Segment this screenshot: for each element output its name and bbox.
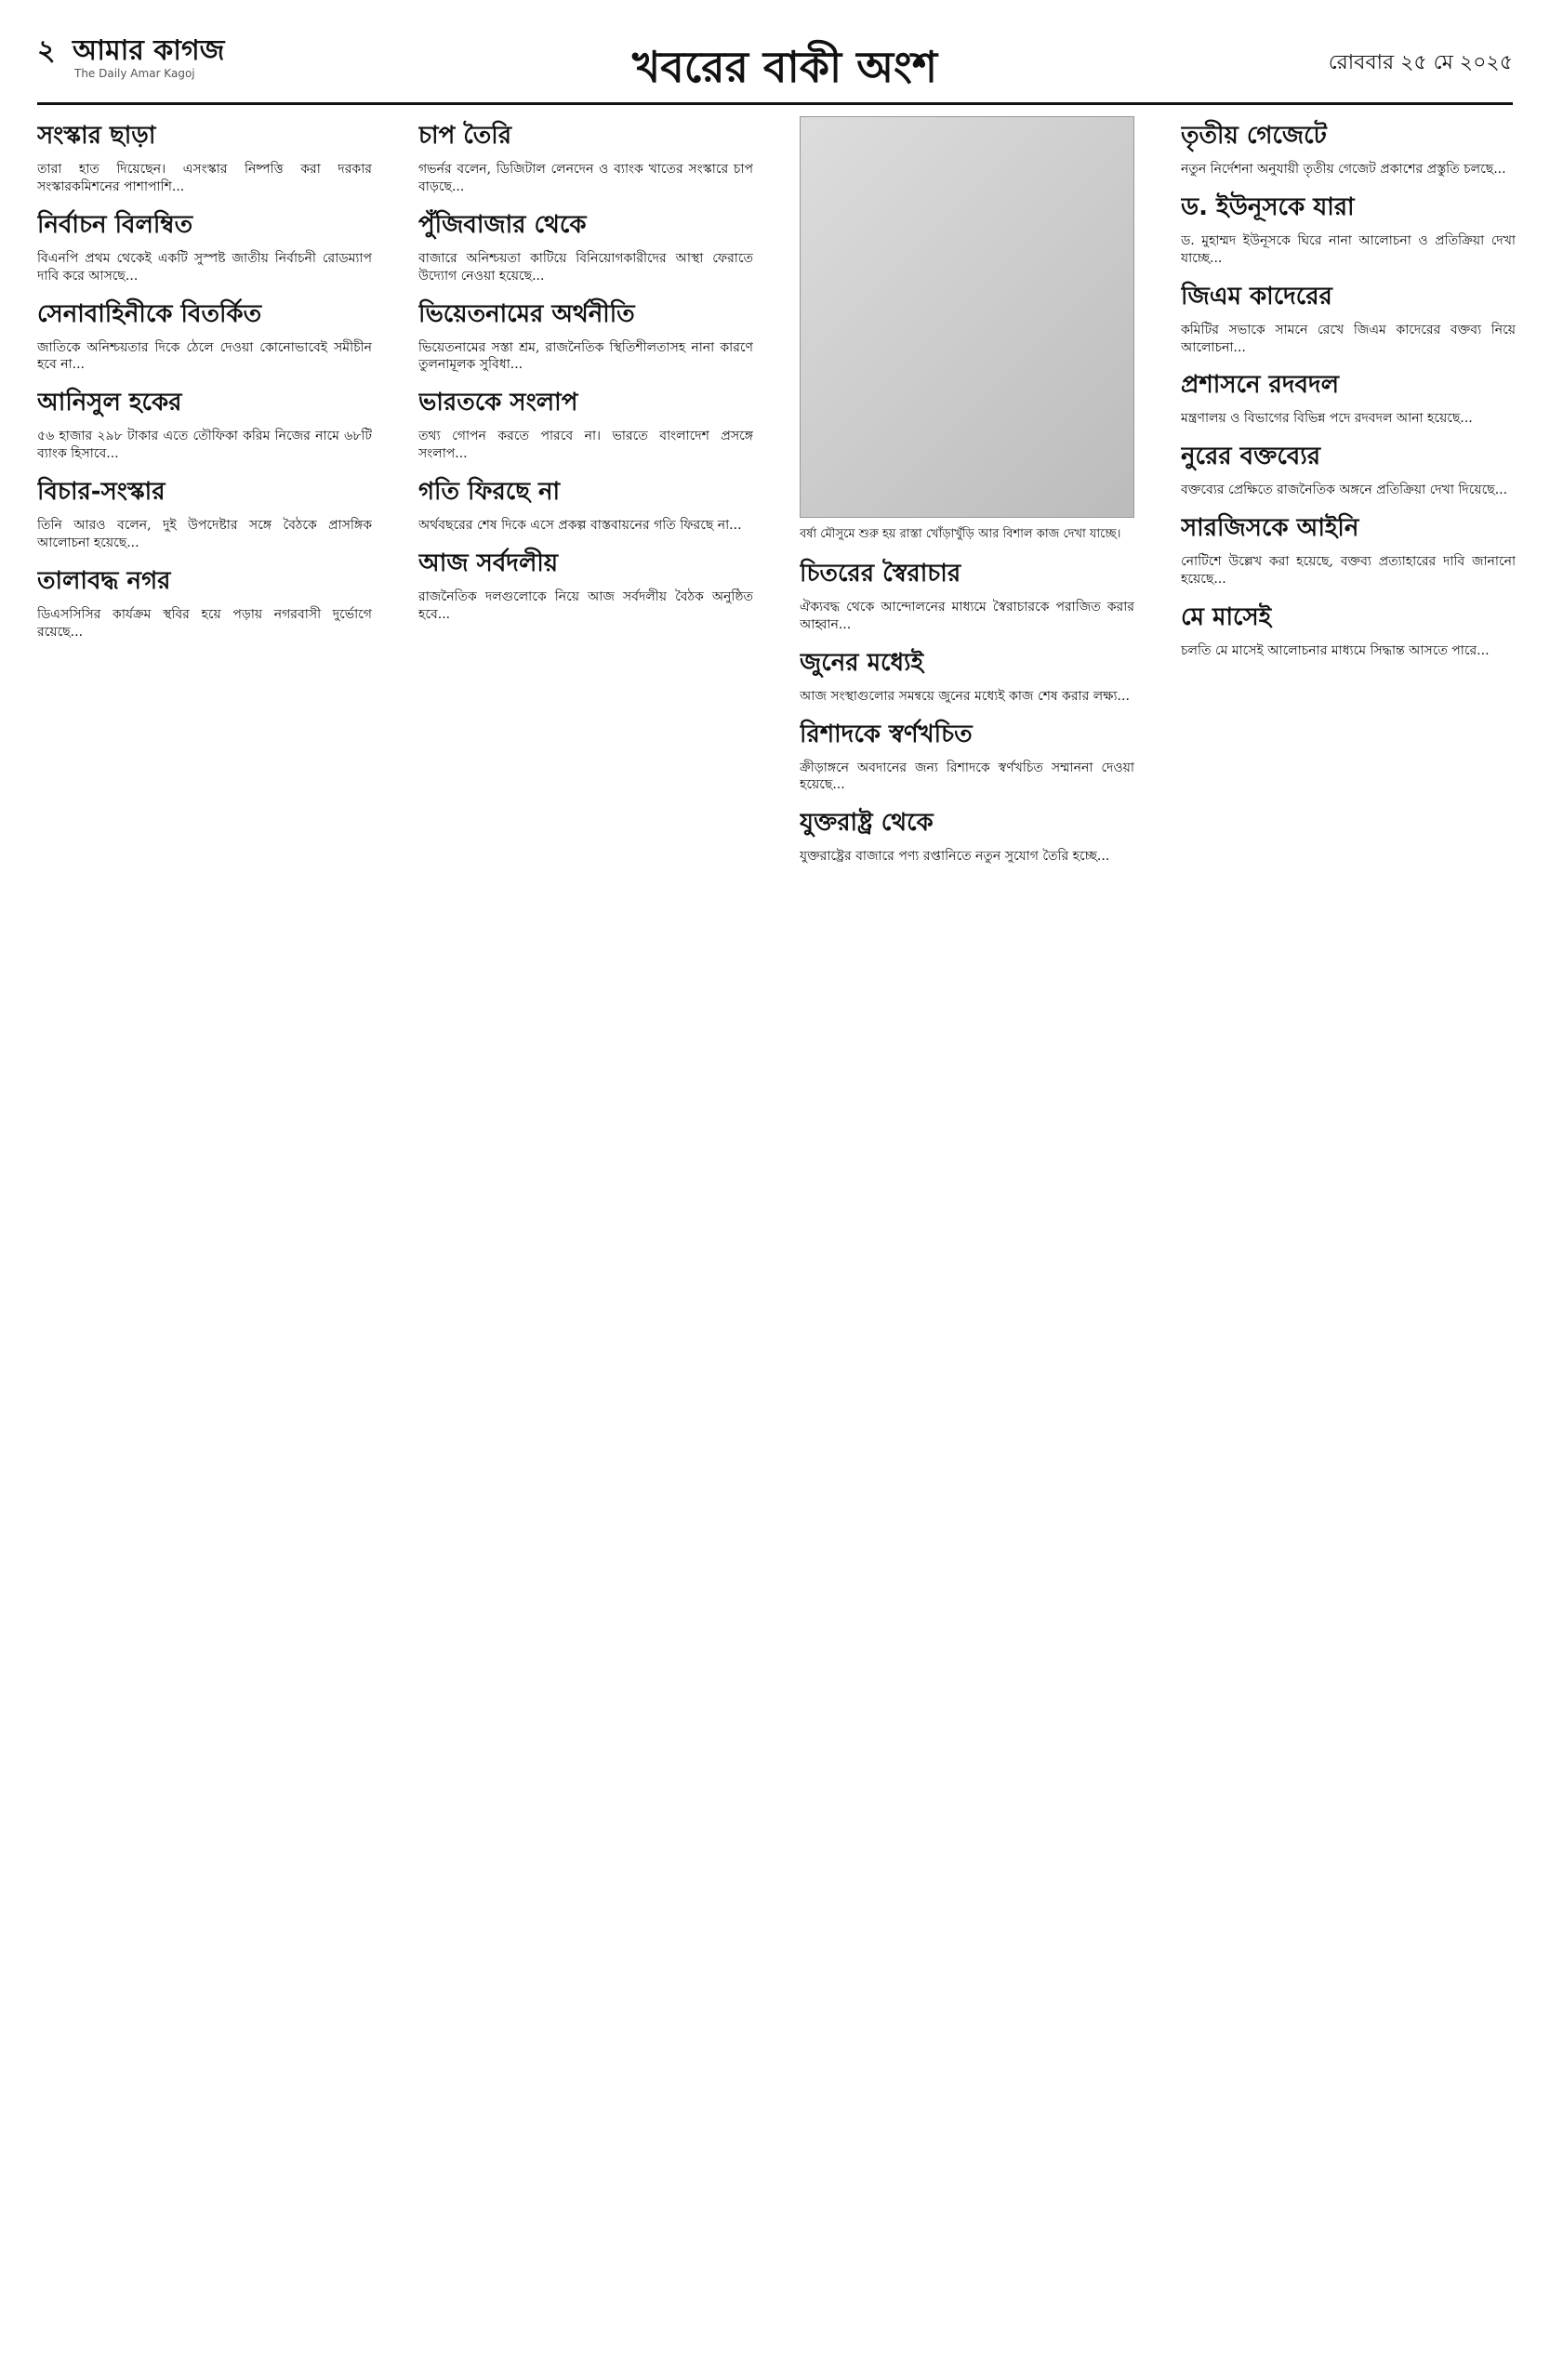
story-body: অর্থবছরের শেষ দিকে এসে প্রকল্প বাস্তবায়নের গতি ফিরছে না... (418, 518, 742, 534)
story-title: যুক্তরাষ্ট্র থেকে (800, 809, 934, 838)
story-9 (418, 295, 753, 375)
story-title: সংস্কার ছাড়া (37, 122, 156, 150)
story-title: জিএম কাদেরের (1181, 282, 1332, 311)
story-title: আনিসুল হকের (37, 389, 182, 417)
story-19 (1181, 277, 1516, 357)
story-body: আজ সংস্থাগুলোর সমন্বয়ে জুনের মধ্যেই কাজ শেষ করার লক্ষ্য... (800, 688, 1130, 704)
story-title: নুরের বক্তব্যের (1181, 443, 1321, 471)
story-title: চিতরের স্বৈরাচার (800, 559, 961, 588)
publication-date: রোববার ২৫ মে ২০২৫ (1328, 51, 1513, 74)
story-body: বিএনপি প্রথম থেকেই একটি সুস্পষ্ট জাতীয় নির্বাচনী রোডম্যাপ দাবি করে আসছে... (37, 250, 372, 284)
story-body: নতুন নির্দেশনা অনুযায়ী তৃতীয় গেজেট প্রকাশের প্রস্তুতি চলছে... (1181, 162, 1506, 177)
story-21 (1181, 437, 1516, 499)
story-title: জুনের মধ্যেই (800, 648, 924, 677)
story-7 (418, 116, 753, 196)
column-1 (37, 116, 372, 2361)
story-body: গভর্নর বলেন, ডিজিটাল লেনদেন ও ব্যাংক খাতের সংস্কারে চাপ বাড়ছে... (418, 162, 753, 194)
story-body: বক্তব্যের প্রেক্ষিতে রাজনৈতিক অঙ্গনে প্রতিক্রিয়া দেখা দিয়েছে... (1181, 483, 1508, 498)
story-title: সারজিসকে আইনি (1181, 514, 1359, 543)
column-2 (418, 116, 753, 2361)
story-title: ভারতকে সংলাপ (418, 389, 578, 417)
section-title: খবরের বাকী অংশ (632, 42, 938, 92)
story-title: ড. ইউনূসকে যারা (1181, 192, 1355, 221)
story-4 (37, 383, 372, 463)
story-20 (1181, 365, 1516, 428)
news-photo (800, 116, 1134, 518)
page-header (37, 28, 1513, 105)
photo-caption: বর্ষা মৌসুমে শুরু হয় রাস্তা খোঁড়াখুঁড়ি আর বিশাল কাজ দেখা যাচ্ছে। (800, 527, 1121, 541)
story-body: ভিয়েতনামের সস্তা শ্রম, রাজনৈতিক স্থিতিশীলতাসহ নানা কারণে তুলনামূলক সুবিধা... (418, 339, 753, 373)
story-title: পুঁজিবাজার থেকে (418, 210, 587, 239)
story-title: চাপ তৈরি (418, 122, 512, 150)
page-number: ২ (37, 34, 56, 67)
story-title: প্রশাসনে রদবদল (1181, 371, 1339, 400)
story-body: ড. মুহাম্মদ ইউনূসকে ঘিরে নানা আলোচনা ও প্রতিক্রিয়া দেখা যাচ্ছে... (1181, 232, 1516, 266)
story-title: মে মাসেই (1181, 603, 1272, 632)
story-6 (37, 562, 372, 641)
story-16 (800, 803, 1134, 866)
story-14 (800, 643, 1134, 706)
story-10 (418, 383, 753, 463)
story-title: গতি ফিরছে না (418, 478, 561, 507)
story-22 (1181, 509, 1516, 588)
story-body: যুক্তরাষ্ট্রের বাজারে পণ্য রপ্তানিতে নতুন সুযোগ তৈরি হচ্ছে... (800, 849, 1110, 865)
story-3 (37, 295, 372, 375)
story-17 (1181, 116, 1516, 178)
story-23 (1181, 598, 1516, 660)
paper-tagline: The Daily Amar Kagoj (74, 67, 195, 80)
story-title: বিচার-সংস্কার (37, 478, 166, 507)
story-body: তথ্য গোপন করতে পারবে না। ভারতে বাংলাদেশ প্রসঙ্গে সংলাপ... (418, 429, 753, 462)
story-title: তৃতীয় গেজেটে (1181, 122, 1327, 150)
story-5 (37, 472, 372, 552)
story-body: তারা হাত দিয়েছেন। এসংস্কার নিষ্পত্তি করা দরকার সংস্কারকমিশনের পাশাপাশি... (37, 162, 372, 194)
story-body: ডিএসসিসির কার্যক্রম স্থবির হয়ে পড়ায় নগরবাসী দুর্ভোগে রয়েছে... (37, 606, 372, 640)
story-body: বাজারে অনিশ্চয়তা কাটিয়ে বিনিয়োগকারীদের আস্থা ফেরাতে উদ্যোগ নেওয়া হয়েছে... (418, 250, 753, 284)
story-15 (800, 715, 1134, 795)
column-4 (1181, 116, 1516, 2361)
story-13 (800, 554, 1134, 634)
story-2 (37, 205, 372, 285)
story-body: তিনি আরও বলেন, দুই উপদেষ্টার সঙ্গে বৈঠকে প্রাসঙ্গিক আলোচনা হয়েছে... (37, 518, 372, 551)
masthead (37, 28, 225, 80)
story-title: তালাবদ্ধ নগর (37, 566, 171, 595)
column-3 (800, 116, 1134, 2361)
story-body: ক্রীড়াঙ্গনে অবদানের জন্য রিশাদকে স্বর্ণখচিত সম্মাননা দেওয়া হয়েছে... (800, 760, 1134, 793)
story-body: জাতিকে অনিশ্চয়তার দিকে ঠেলে দেওয়া কোনোভাবেই সমীচীন হবে না... (37, 339, 372, 373)
story-body: রাজনৈতিক দলগুলোকে নিয়ে আজ সর্বদলীয় বৈঠক অনুষ্ঠিত হবে... (418, 589, 753, 622)
story-body: নোটিশে উল্লেখ করা হয়েছে, বক্তব্য প্রত্যাহারের দাবি জানানো হয়েছে... (1181, 554, 1516, 588)
paper-name: আমার কাগজ (72, 34, 225, 67)
story-18 (1181, 188, 1516, 268)
story-body: চলতি মে মাসেই আলোচনার মাধ্যমে সিদ্ধান্ত আসতে পারে... (1181, 643, 1490, 659)
story-body: কমিটির সভাকে সামনে রেখে জিএম কাদেরের বক্তব্য নিয়ে আলোচনা... (1181, 322, 1516, 355)
story-title: সেনাবাহিনীকে বিতর্কিত (37, 299, 262, 328)
story-body: মন্ত্রণালয় ও বিভাগের বিভিন্ন পদে রদবদল আনা হয়েছে... (1181, 411, 1473, 427)
story-8 (418, 205, 753, 285)
story-body: ৫৬ হাজার ২৯৮ টাকার এতে তৌফিকা করিম নিজের নামে ৬৮টি ব্যাংক হিসাবে... (37, 429, 372, 462)
story-11 (418, 472, 753, 535)
story-1 (37, 116, 372, 196)
story-title: আজ সর্বদলীয় (418, 549, 559, 578)
story-body: ঐক্যবদ্ধ থেকে আন্দোলনের মাধ্যমে স্বৈরাচারকে পরাজিত করার আহ্বান... (800, 599, 1134, 632)
story-12 (418, 544, 753, 624)
story-title: ভিয়েতনামের অর্থনীতি (418, 299, 635, 328)
story-title: নির্বাচন বিলম্বিত (37, 210, 193, 239)
story-title: রিশাদকে স্বর্ণখচিত (800, 720, 973, 748)
